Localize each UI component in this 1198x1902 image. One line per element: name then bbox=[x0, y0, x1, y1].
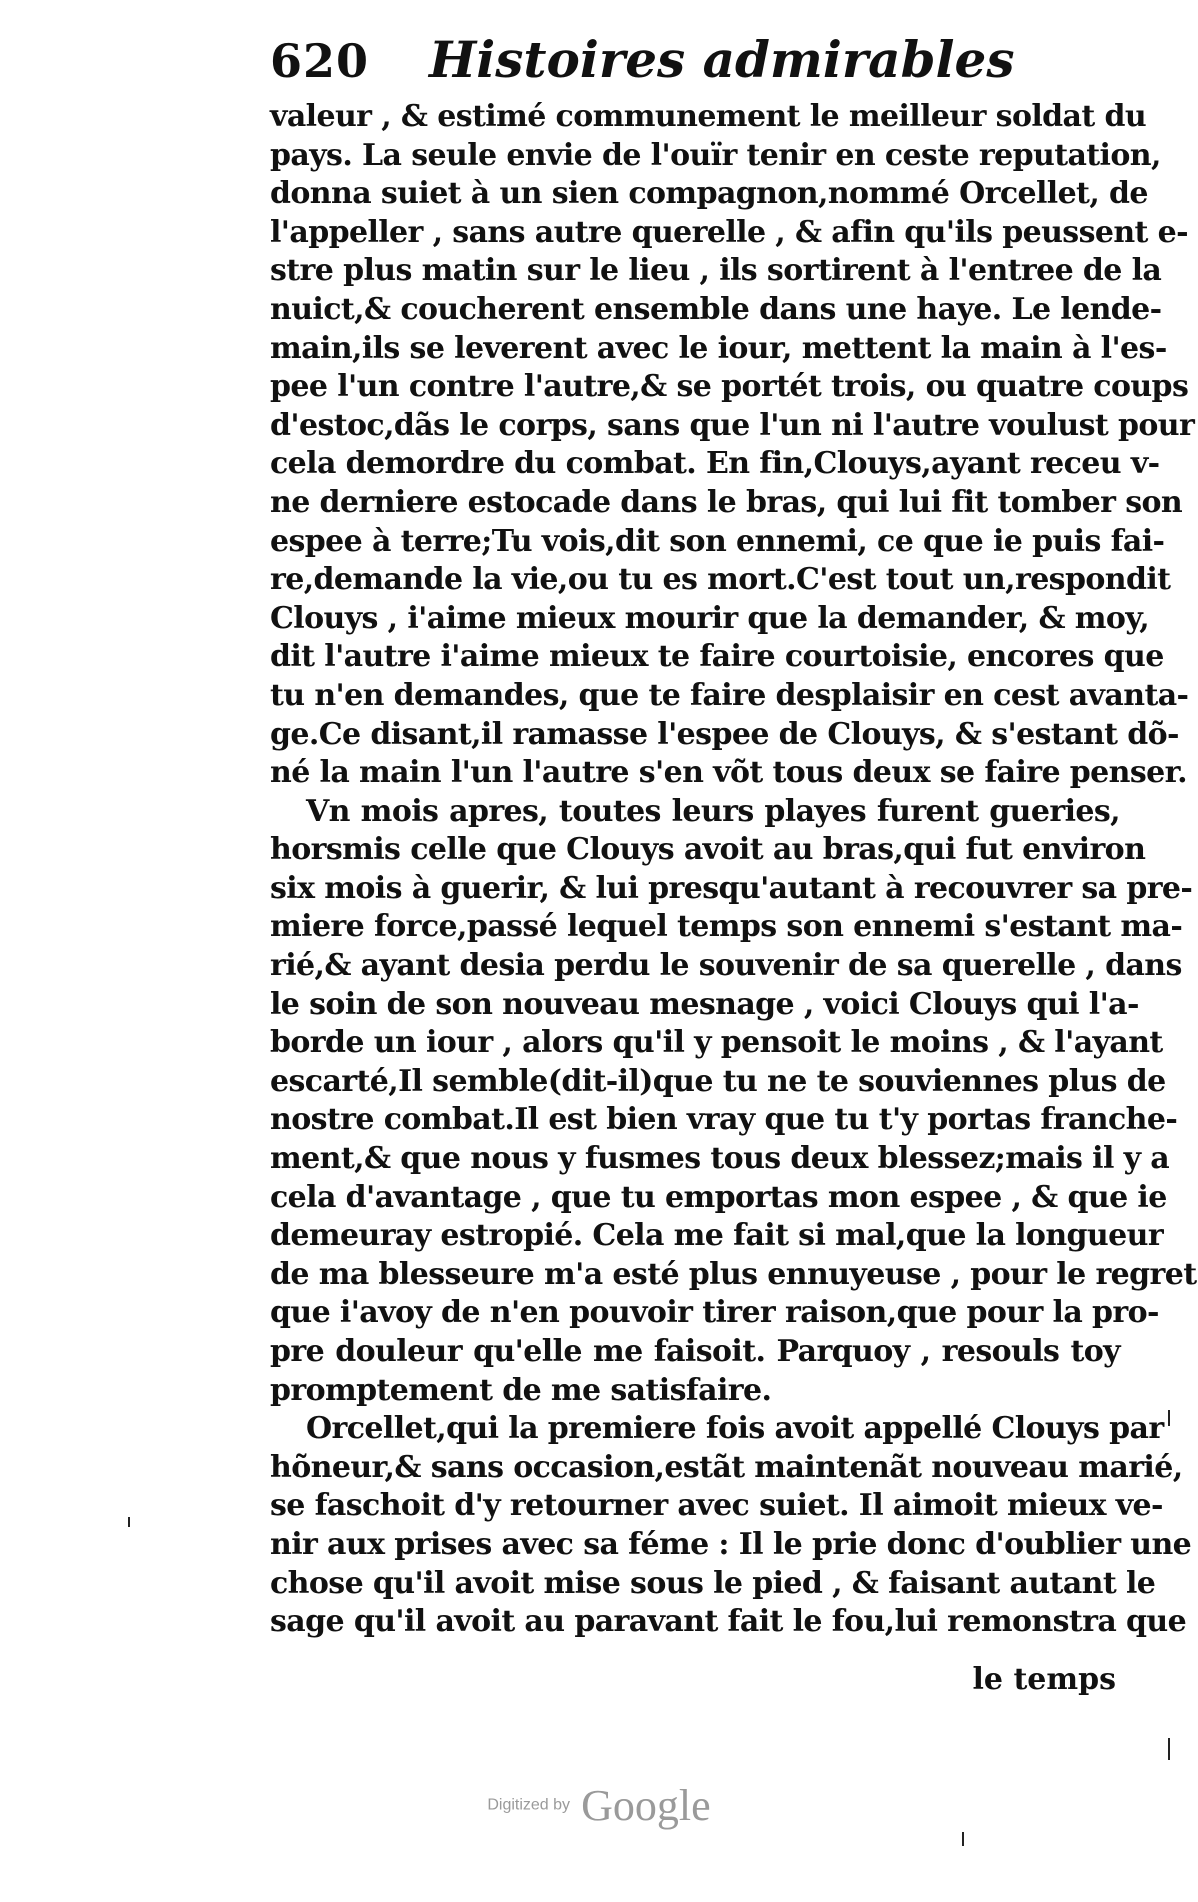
text-line: Vn mois apres, toutes leurs playes furent gueries, bbox=[306, 793, 1120, 829]
text-line: l'appeller , sans autre querelle , & afin qu'ils peussent e- bbox=[270, 214, 1188, 250]
text-line: se faschoit d'y retourner avec suiet. Il aimoit mieux ve- bbox=[270, 1488, 1163, 1524]
digitized-watermark bbox=[0, 1780, 1198, 1831]
text-line: tu n'en demandes, que te faire desplaisir en cest avanta- bbox=[270, 677, 1189, 713]
text-line: chose qu'il avoit mise sous le pied , & faisant autant le bbox=[270, 1565, 1156, 1601]
scan-mark bbox=[128, 1517, 130, 1527]
text-line: espee à terre;Tu vois,dit son ennemi, ce que ie puis fai- bbox=[270, 523, 1165, 559]
text-line: hõneur,& sans occasion,estãt maintenãt nouveau marié, bbox=[270, 1449, 1183, 1485]
body-text bbox=[270, 98, 1197, 1642]
text-line: valeur , & estimé communement le meilleur soldat du bbox=[270, 99, 1147, 134]
text-line: d'estoc,dãs le corps, sans que l'un ni l'autre voulust pour bbox=[270, 407, 1195, 443]
text-line: demeuray estropié. Cela me fait si mal,que la longueur bbox=[270, 1218, 1164, 1254]
text-line: ment,& que nous y fusmes tous deux blessez;mais il y a bbox=[270, 1141, 1170, 1177]
catchword: le temps bbox=[972, 1662, 1116, 1697]
scan-mark bbox=[1168, 1738, 1170, 1760]
text-line: Clouys , i'aime mieux mourir que la demander, & moy, bbox=[270, 600, 1150, 636]
text-line: pee l'un contre l'autre,& se portét trois, ou quatre coups bbox=[270, 369, 1189, 405]
text-line: horsmis celle que Clouys avoit au bras,qui fut environ bbox=[270, 832, 1146, 868]
page-number: 620 bbox=[270, 34, 370, 88]
text-line: nuict,& coucherent ensemble dans une haye. Le lende- bbox=[270, 291, 1162, 327]
running-title: Histoires admirables bbox=[429, 30, 1015, 89]
text-line: nostre combat.Il est bien vray que tu t'y portas franche- bbox=[270, 1102, 1178, 1138]
text-line: ge.Ce disant,il ramasse l'espee de Clouys, & s'estant dõ- bbox=[270, 716, 1179, 752]
text-line: rié,& ayant desia perdu le souvenir de sa querelle , dans bbox=[270, 948, 1182, 984]
text-line: miere force,passé lequel temps son ennemi s'estant ma- bbox=[270, 909, 1183, 945]
watermark-prefix: Digitized by bbox=[487, 1796, 571, 1814]
text-line: sage qu'il avoit au paravant fait le fou,lui remonstra que bbox=[270, 1604, 1187, 1640]
text-line: cela demordre du combat. En fin,Clouys,ayant receu v- bbox=[270, 446, 1160, 482]
text-line: pays. La seule envie de l'ouïr tenir en ceste reputation, bbox=[270, 137, 1161, 173]
scan-mark bbox=[1168, 1410, 1170, 1426]
google-logo: Google bbox=[581, 1781, 711, 1830]
text-line: que i'avoy de n'en pouvoir tirer raison,que pour la pro- bbox=[270, 1295, 1159, 1331]
text-line: dit l'autre i'aime mieux te faire courtoisie, encores que bbox=[270, 639, 1164, 675]
text-line: le soin de son nouveau mesnage , voici Clouys qui l'a- bbox=[270, 986, 1139, 1022]
text-line: pre douleur qu'elle me faisoit. Parquoy , resouls toy bbox=[270, 1334, 1120, 1369]
text-line: né la main l'un l'autre s'en võt tous deux se faire penser. bbox=[270, 755, 1187, 791]
text-line: donna suiet à un sien compagnon,nommé Orcellet, de bbox=[270, 176, 1148, 212]
text-line: nir aux prises avec sa féme : Il le prie donc d'oublier une bbox=[270, 1526, 1192, 1562]
scan-mark bbox=[962, 1832, 964, 1846]
text-line: ne derniere estocade dans le bras, qui lui fit tomber son bbox=[270, 484, 1183, 520]
text-line: main,ils se leverent avec le iour, mettent la main à l'es- bbox=[270, 330, 1167, 366]
text-line: six mois à guerir, & lui presqu'autant à recouvrer sa pre- bbox=[270, 870, 1193, 906]
text-line: Orcellet,qui la premiere fois avoit appellé Clouys par bbox=[306, 1411, 1164, 1447]
text-line: stre plus matin sur le lieu , ils sortirent à l'entree de la bbox=[270, 253, 1162, 289]
text-line: de ma blesseure m'a esté plus ennuyeuse , pour le regret bbox=[270, 1256, 1197, 1292]
text-line: borde un iour , alors qu'il y pensoit le moins , & l'ayant bbox=[270, 1025, 1163, 1061]
text-line: re,demande la vie,ou tu es mort.C'est tout un,respondit bbox=[270, 562, 1171, 598]
text-line: cela d'avantage , que tu emportas mon espee , & que ie bbox=[270, 1179, 1167, 1215]
page-header bbox=[270, 30, 1130, 100]
text-line: escarté,Il semble(dit-il)que tu ne te souviennes plus de bbox=[270, 1063, 1166, 1099]
text-line: promptement de me satisfaire. bbox=[270, 1372, 772, 1408]
